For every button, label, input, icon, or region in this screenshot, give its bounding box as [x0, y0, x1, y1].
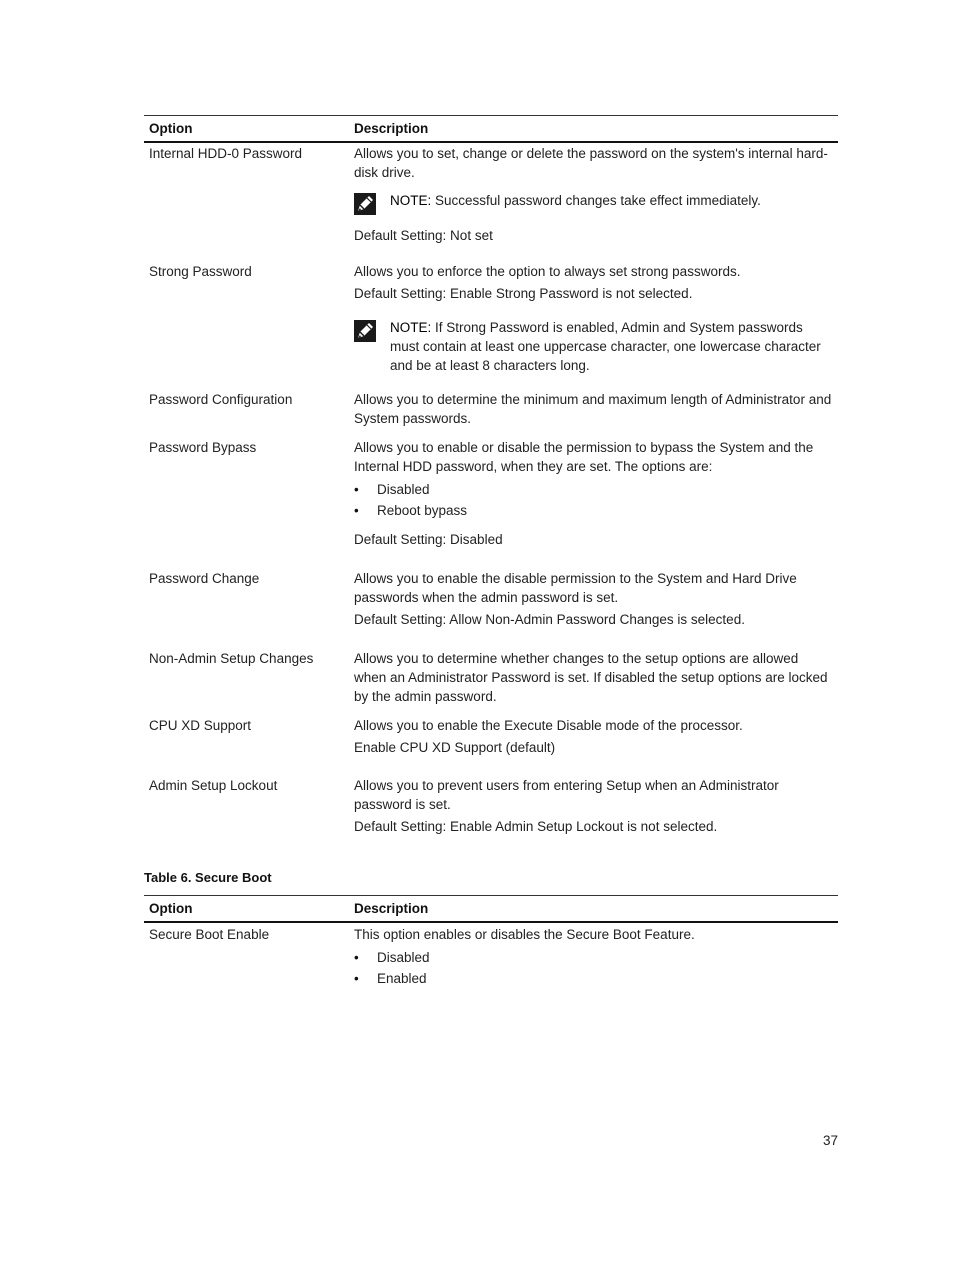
table-row — [144, 776, 838, 836]
table-header — [144, 115, 838, 143]
option-description — [349, 390, 838, 428]
options-list — [354, 479, 834, 521]
default-setting: Default Setting: Not set — [354, 228, 493, 243]
option-description — [349, 925, 838, 989]
option-description — [349, 438, 838, 549]
note — [354, 318, 834, 375]
page-number: 37 — [822, 1133, 838, 1148]
header-description: Description — [354, 121, 429, 136]
option-label: Password Configuration — [149, 392, 293, 407]
option-label: Password Change — [149, 571, 260, 586]
header-description: Description — [354, 901, 429, 916]
list-item: • Disabled — [354, 479, 834, 500]
table-header — [144, 895, 838, 923]
description-text: This option enables or disables the Secure Boot Feature. — [354, 927, 695, 942]
table-row — [144, 438, 838, 549]
table-row — [144, 569, 838, 629]
note-pencil-icon — [354, 193, 376, 215]
options-list — [354, 947, 834, 989]
note-text: Successful password changes take effect immediately. — [431, 193, 761, 208]
option-label: CPU XD Support — [149, 718, 252, 733]
list-item: • Reboot bypass — [354, 500, 834, 521]
table-row — [144, 144, 838, 245]
default-setting: Default Setting: Disabled — [354, 532, 503, 547]
option-label: Admin Setup Lockout — [149, 778, 278, 793]
option-label: Internal HDD-0 Password — [149, 146, 303, 161]
option-label: Strong Password — [149, 264, 252, 279]
description-text: Allows you to enforce the option to always set strong passwords. — [354, 264, 741, 279]
option-description — [349, 649, 838, 706]
option-description — [349, 262, 838, 375]
table-row — [144, 716, 838, 757]
option-description — [349, 716, 838, 757]
description-text: Allows you to enable or disable the permission to bypass the System and the Internal HDD password, when they are set. The options are: — [354, 440, 814, 474]
option-label: Non-Admin Setup Changes — [149, 651, 314, 666]
option-label: Password Bypass — [149, 440, 257, 455]
option-description — [349, 776, 838, 836]
option-label: Secure Boot Enable — [149, 927, 270, 942]
note-label: NOTE: — [390, 193, 432, 208]
note — [354, 191, 834, 215]
default-setting: Default Setting: Allow Non-Admin Password Changes is selected. — [354, 612, 745, 627]
default-setting: Default Setting: Enable Admin Setup Lockout is not selected. — [354, 819, 718, 834]
description-text: Allows you to determine whether changes to the setup options are allowed when an Administrator Password is set. If disabled the setup options are locked by the admin password. — [354, 651, 828, 704]
description-text: Allows you to set, change or delete the password on the system's internal hard-disk drive. — [354, 146, 828, 180]
header-option: Option — [149, 121, 193, 136]
description-text: Allows you to prevent users from entering Setup when an Administrator password is set. — [354, 778, 779, 812]
description-text: Allows you to enable the Execute Disable mode of the processor. — [354, 718, 743, 733]
description-text: Allows you to enable the disable permission to the System and Hard Drive passwords when the admin password is set. — [354, 571, 797, 605]
default-setting: Enable CPU XD Support (default) — [354, 740, 556, 755]
secure-boot-table — [144, 895, 838, 986]
list-item: • Enabled — [354, 968, 834, 989]
option-description — [349, 144, 838, 245]
table-row — [144, 390, 838, 428]
header-option: Option — [149, 901, 193, 916]
option-description — [349, 569, 838, 629]
table-caption: Table 6. Secure Boot — [144, 870, 272, 885]
note-label: NOTE: — [390, 320, 432, 335]
note-text: If Strong Password is enabled, Admin and System passwords must contain at least one uppercase character, one lowercase character and be at least 8 characters long. — [390, 320, 821, 373]
security-options-table — [144, 115, 838, 834]
table-row — [144, 262, 838, 375]
note-pencil-icon — [354, 320, 376, 342]
description-text: Allows you to determine the minimum and maximum length of Administrator and System passwords. — [354, 392, 832, 426]
table-row — [144, 649, 838, 706]
table-row — [144, 925, 838, 989]
list-item: • Disabled — [354, 947, 834, 968]
default-setting: Default Setting: Enable Strong Password is not selected. — [354, 286, 693, 301]
